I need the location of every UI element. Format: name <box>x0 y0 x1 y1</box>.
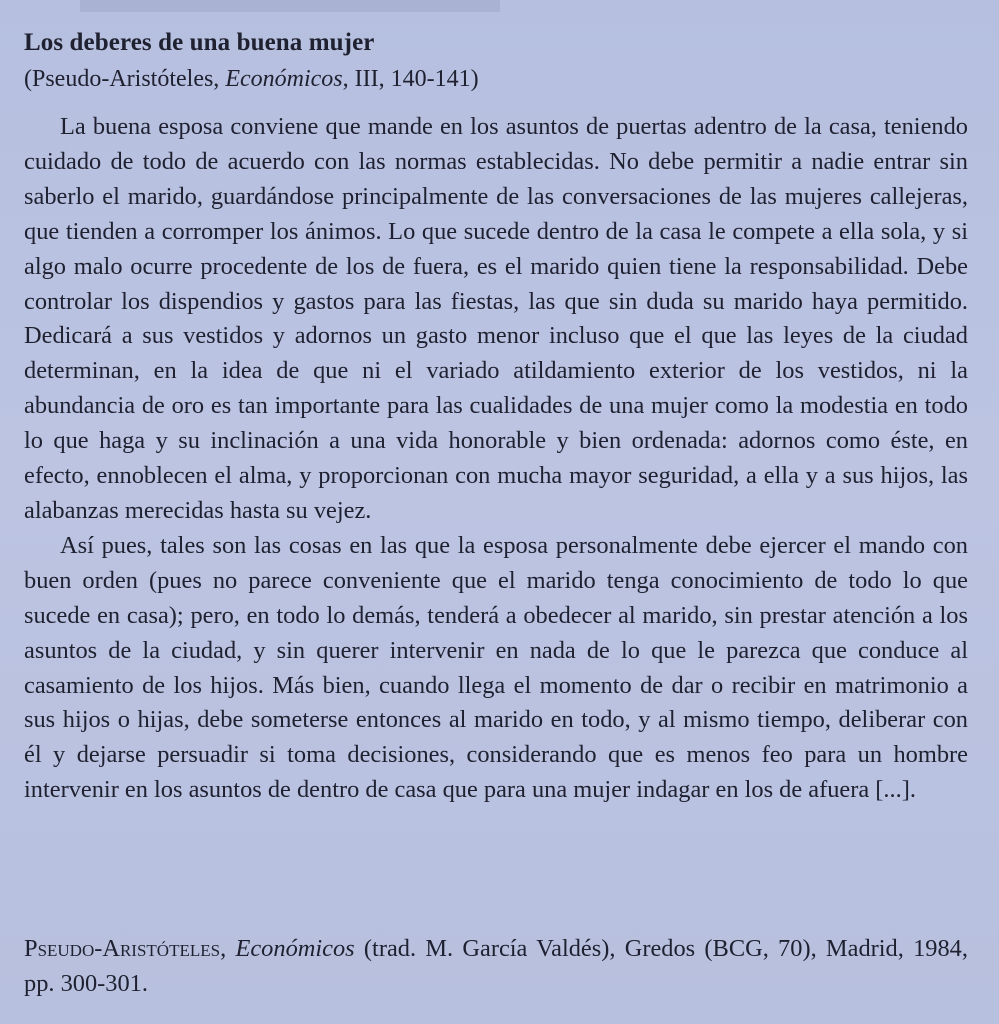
source-work-title: Económicos <box>225 66 343 92</box>
citation-work: Económicos <box>235 935 355 962</box>
citation-author: Pseudo-Aristóteles, <box>24 935 227 962</box>
source-open: (Pseudo-Aristóteles, <box>24 66 226 92</box>
source-close: , III, 140-141) <box>342 66 479 92</box>
excerpt-source <box>24 62 968 96</box>
citation-details: (trad. M. García Valdés), Gredos (BCG, 70), Madrid, 1984, pp. 300-301. <box>24 935 968 997</box>
excerpt-block <box>24 26 968 808</box>
excerpt-title: Los deberes de una buena mujer <box>24 29 375 56</box>
bibliographic-citation <box>24 932 968 1002</box>
bleed-through-shadow <box>80 0 500 12</box>
excerpt-body <box>24 110 968 808</box>
paragraph-1: La buena esposa conviene que mande en los asuntos de puertas adentro de la casa, teniendo cuidado de todo de acuerdo con las normas establecidas. No debe permitir a nadie entrar sin saberlo el marido, guardándose principalmente de las conversaciones de las mujeres callejeras, que tienden a corromper los ánimos. Lo que sucede dentro de la casa le compete a ella sola, y si algo malo ocurre procedente de los de fuera, es el marido quien tiene la responsabilidad. Debe controlar los dispendios y gastos para las fiestas, las que sin duda su marido haya permitido. Dedicará a sus vestidos y adornos un gasto menor incluso que el que las leyes de la ciudad determinan, en la idea de que ni el variado atildamiento exterior de los vestidos, ni la abundancia de oro es tan importante para las cualidades de una mujer como la modestia en todo lo que haga y su inclinación a una vida honorable y bien ordenada: adornos como éste, en efecto, ennoblecen el alma, y proporcionan con mucha mayor seguridad, a ella y a sus hijos, las alabanzas merecidas hasta su vejez. <box>24 113 968 524</box>
paragraph-2: Así pues, tales son las cosas en las que la esposa personalmente debe ejercer el mando con buen orden (pues no parece conveniente que el marido tenga conocimiento de todo lo que sucede en casa); pero, en todo lo demás, tenderá a obedecer al marido, sin prestar atención a los asuntos de la ciudad, y sin querer intervenir en nada de lo que le parezca que conduce al casamiento de los hijos. Más bien, cuando llega el momento de dar o recibir en matrimonio a sus hijos o hijas, debe someterse entonces al marido en todo, y al mismo tiempo, deliberar con él y dejarse persuadir si toma decisiones, considerando que es menos feo para un hombre intervenir en los asuntos de dentro de casa que para una mujer indagar en los de afuera [...]. <box>24 531 968 804</box>
